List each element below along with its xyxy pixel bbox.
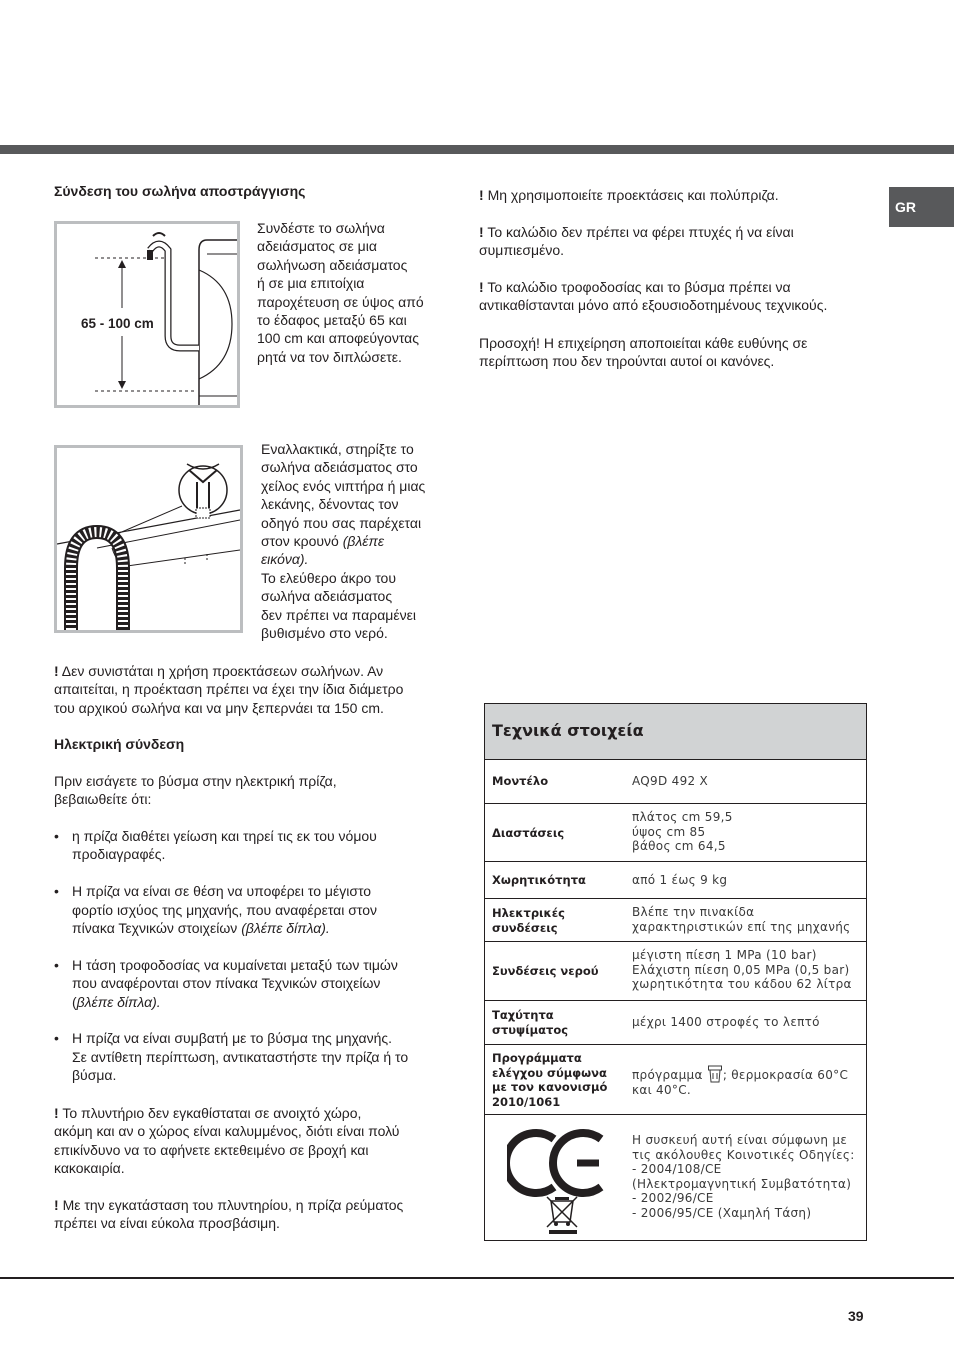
row-label: Προγράμματα ελέγχου σύμφωνα με τον κανονισμό 2010/1061 (492, 1051, 608, 1109)
drain-height-figure (54, 221, 240, 408)
outdoor-warning: ! Το πλυντήριο δεν εγκαθίσταται σε ανοιχτό χώρο, ακόμη και αν ο χώρος είναι καλυμμένος, διότι είναι πολύ επικίνδυνο να το αφήνετε εκτεθειμένο σε βροχή και κακοκαιρία. (54, 1105, 400, 1177)
row-label: Ταχύτητα στυψίματος (492, 1008, 569, 1037)
row-label: Μοντέλο (492, 774, 549, 788)
height-range-label: 65 - 100 cm (81, 316, 154, 331)
row-value: πλάτος cm 59,5 ύψος cm 85 βάθος cm 64,5 (632, 810, 733, 854)
list-item: • Η τάση τροφοδοσίας να κυμαίνεται μεταξύ των τιμών που αναφέρονται στον πίνακα Τεχνικών στοιχείων (βλέπε δίπλα). (54, 956, 454, 1011)
extension-warning: ! Δεν συνιστάται η χρήση προεκτάσεων σωλήνων. Αν απαιτείται, η προέκταση πρέπει να έχει την ίδια διάμετρο του αρχικού σωλήνα και να μην ξεπερνάει τα 150 cm. (54, 663, 404, 716)
table-row (485, 1045, 866, 1115)
language-tab: GR (889, 187, 954, 227)
table-row (485, 862, 866, 899)
program-tub-icon (707, 1065, 723, 1083)
table-row (485, 760, 866, 804)
sink-hose-figure (54, 445, 243, 633)
table-row (485, 899, 866, 942)
header-bar (0, 145, 954, 154)
drain-paragraph-1: Συνδέστε το σωλήνα αδειάσματος σε μια σωλήνωση αδειάσματος ή σε μια επιτοίχια παροχέτευση σε ύψος από το έδαφος μεταξύ 65 και 100 cm και αποφεύγοντας ρητά να τον διπλώσετε. (257, 220, 424, 365)
drain-height-illustration (57, 224, 237, 405)
row-value: πρόγραμμα ; θερμοκρασία 60°C και 40°C. (632, 1065, 848, 1098)
row-value: Βλέπε την πινακίδα χαρακτηριστικών επί της μηχανής (632, 905, 851, 934)
no-extensions-warning: ! Μη χρησιμοποιείτε προεκτάσεις και πολύπριζα. (479, 187, 779, 203)
row-value: από 1 έως 9 kg (632, 873, 728, 887)
liability-note: Προσοχή! Η επιχείρηση αποποιείται κάθε ευθύνης σε περίπτωση που δεν τηρούνται αυτοί οι κανόνες. (479, 335, 808, 370)
row-label: Διαστάσεις (492, 826, 565, 840)
sink-hose-illustration (57, 448, 240, 630)
electric-intro: Πριν εισάγετε το βύσμα στην ηλεκτρική πρίζα, βεβαιωθείτε ότι: (54, 773, 337, 808)
row-label: Ηλεκτρικές συνδέσεις (492, 906, 565, 935)
list-item: • Η πρίζα να είναι σε θέση να υποφέρει το μέγιστο φορτίο ισχύος της μηχανής, που αναφέρεται στον πίνακα Τεχνικών στοιχείων (βλέπε δίπλα). (54, 882, 454, 937)
list-item: • Η πρίζα να είναι συμβατή με το βύσμα της μηχανής. Σε αντίθετη περίπτωση, αντικαταστήστε την πρίζα ή το βύσμα. (54, 1029, 454, 1084)
table-row (485, 942, 866, 1001)
table-header (485, 704, 866, 760)
cable-warning: ! Το καλώδιο δεν πρέπει να φέρει πτυχές ή να είναι συμπιεσμένο. (479, 224, 794, 259)
row-value: μέγιστη πίεση 1 MPa (10 bar) Ελάχιστη πίεση 0,05 MPa (0,5 bar) χωρητικότητα του κάδου 62 λίτρα (632, 948, 852, 992)
accessibility-warning: ! Με την εγκατάσταση του πλυντηρίου, η πρίζα ρεύματος πρέπει να είναι εύκολα προσβάσιμη. (54, 1197, 404, 1232)
table-title: Τεχνικά στοιχεία (492, 721, 644, 740)
row-label: Χωρητικότητα (492, 873, 586, 887)
electric-heading: Ηλεκτρική σύνδεση (54, 736, 185, 752)
table-row (485, 1001, 866, 1045)
table-row (485, 804, 866, 862)
row-value: AQ9D 492 X (632, 774, 709, 788)
footer-rule (0, 1277, 954, 1279)
replacement-warning: ! Το καλώδιο τροφοδοσίας και το βύσμα πρέπει να αντικαθίστανται μόνο από εξουσιοδοτημένους τεχνικούς. (479, 279, 828, 314)
row-value: μέχρι 1400 στροφές το λεπτό (632, 1015, 820, 1029)
drain-heading: Σύνδεση του σωλήνα αποστράγγισης (54, 183, 306, 199)
page-number: 39 (848, 1308, 864, 1324)
row-value: Η συσκευή αυτή είναι σύμφωνη με τις ακόλουθες Κοινοτικές Οδηγίες: - 2004/108/CE (Ηλεκτρομαγνητική Συμβατότητα) - 2002/96/CE - 2006/95/CE (Χαμηλή Τάση) (632, 1133, 855, 1220)
list-item: • η πρίζα διαθέτει γείωση και τηρεί τις εκ του νόμου προδιαγραφές. (54, 827, 454, 864)
drain-paragraph-2: Εναλλακτικά, στηρίξτε το σωλήνα αδειάσματος στο χείλος ενός νιπτήρα ή μιας λεκάνης, δένοντας τον οδηγό που σας παρέχεται στον κρουνό (βλέπε εικόνα). Το ελεύθερο άκρο του σωλήνα αδειάσματος δεν πρέπει να παραμένει βυθισμένο στο νερό. (261, 441, 426, 642)
technical-data-table (484, 703, 867, 1241)
row-label: Συνδέσεις νερού (492, 964, 599, 978)
ce-weee-marking (507, 1121, 607, 1235)
electric-requirements-list (54, 827, 454, 1103)
table-row (485, 1115, 866, 1240)
